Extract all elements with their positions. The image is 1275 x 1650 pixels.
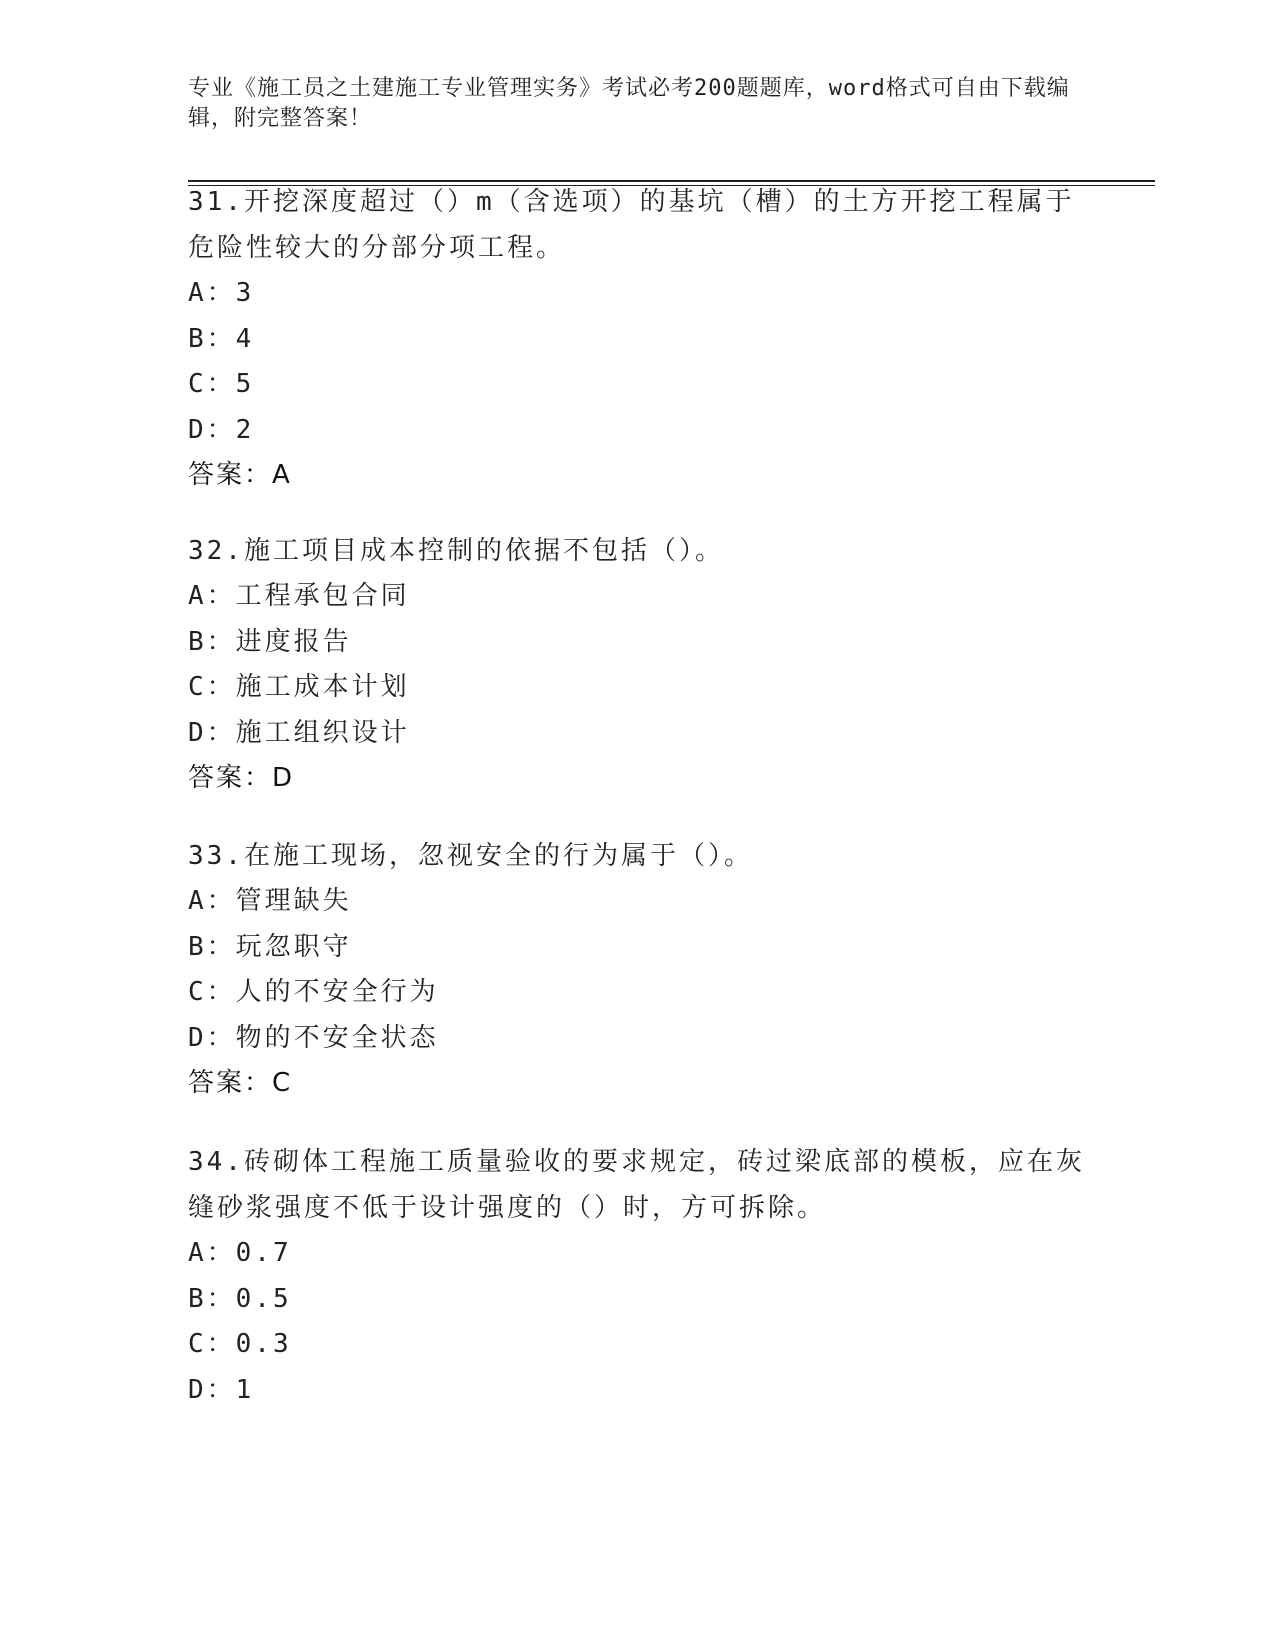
option-d: D：1 <box>188 1374 255 1405</box>
option-b: B：玩忽职守 <box>188 931 352 962</box>
header-intro-text: 专业《施工员之土建施工专业管理实务》考试必考200题题库，word格式可自由下载编辑，附完整答案！ <box>188 76 1070 131</box>
question-stem-line: 33.在施工现场，忽视安全的行为属于（）。 <box>188 841 753 871</box>
option-d: D：施工组织设计 <box>188 717 410 748</box>
question-34 <box>188 1139 1088 1413</box>
answer-label: 答案：C <box>188 1068 293 1098</box>
option-a: A：工程承包合同 <box>188 581 410 611</box>
question-stem-line: 34.砖砌体工程施工质量验收的要求规定，砖过梁底部的模板，应在灰 <box>188 1147 1085 1177</box>
option-c: C：5 <box>188 369 255 399</box>
question-stem-line: 31.开挖深度超过（）m（含选项）的基坑（槽）的土方开挖工程属于 <box>188 187 1075 217</box>
option-a: A：0.7 <box>188 1238 292 1268</box>
option-a: A：管理缺失 <box>188 886 352 916</box>
question-32 <box>188 528 1088 800</box>
option-a: A：3 <box>188 278 255 308</box>
answer-label: 答案：A <box>188 460 292 490</box>
question-stem-line: 缝砂浆强度不低于设计强度的（）时，方可拆除。 <box>188 1193 827 1223</box>
option-b: B：进度报告 <box>188 626 352 657</box>
option-c: C：施工成本计划 <box>188 672 410 702</box>
document-header <box>188 74 1088 134</box>
option-b: B：4 <box>188 323 255 354</box>
answer-label: 答案：D <box>188 763 295 793</box>
option-c: C：0.3 <box>188 1329 292 1359</box>
option-d: D：物的不安全状态 <box>188 1022 439 1053</box>
option-b: B：0.5 <box>188 1283 292 1314</box>
question-31 <box>188 179 1088 497</box>
question-stem-line: 32.施工项目成本控制的依据不包括（）。 <box>188 536 724 566</box>
option-d: D：2 <box>188 414 255 445</box>
option-c: C：人的不安全行为 <box>188 977 439 1007</box>
question-stem-line: 危险性较大的分部分项工程。 <box>188 233 566 263</box>
question-33 <box>188 833 1088 1105</box>
